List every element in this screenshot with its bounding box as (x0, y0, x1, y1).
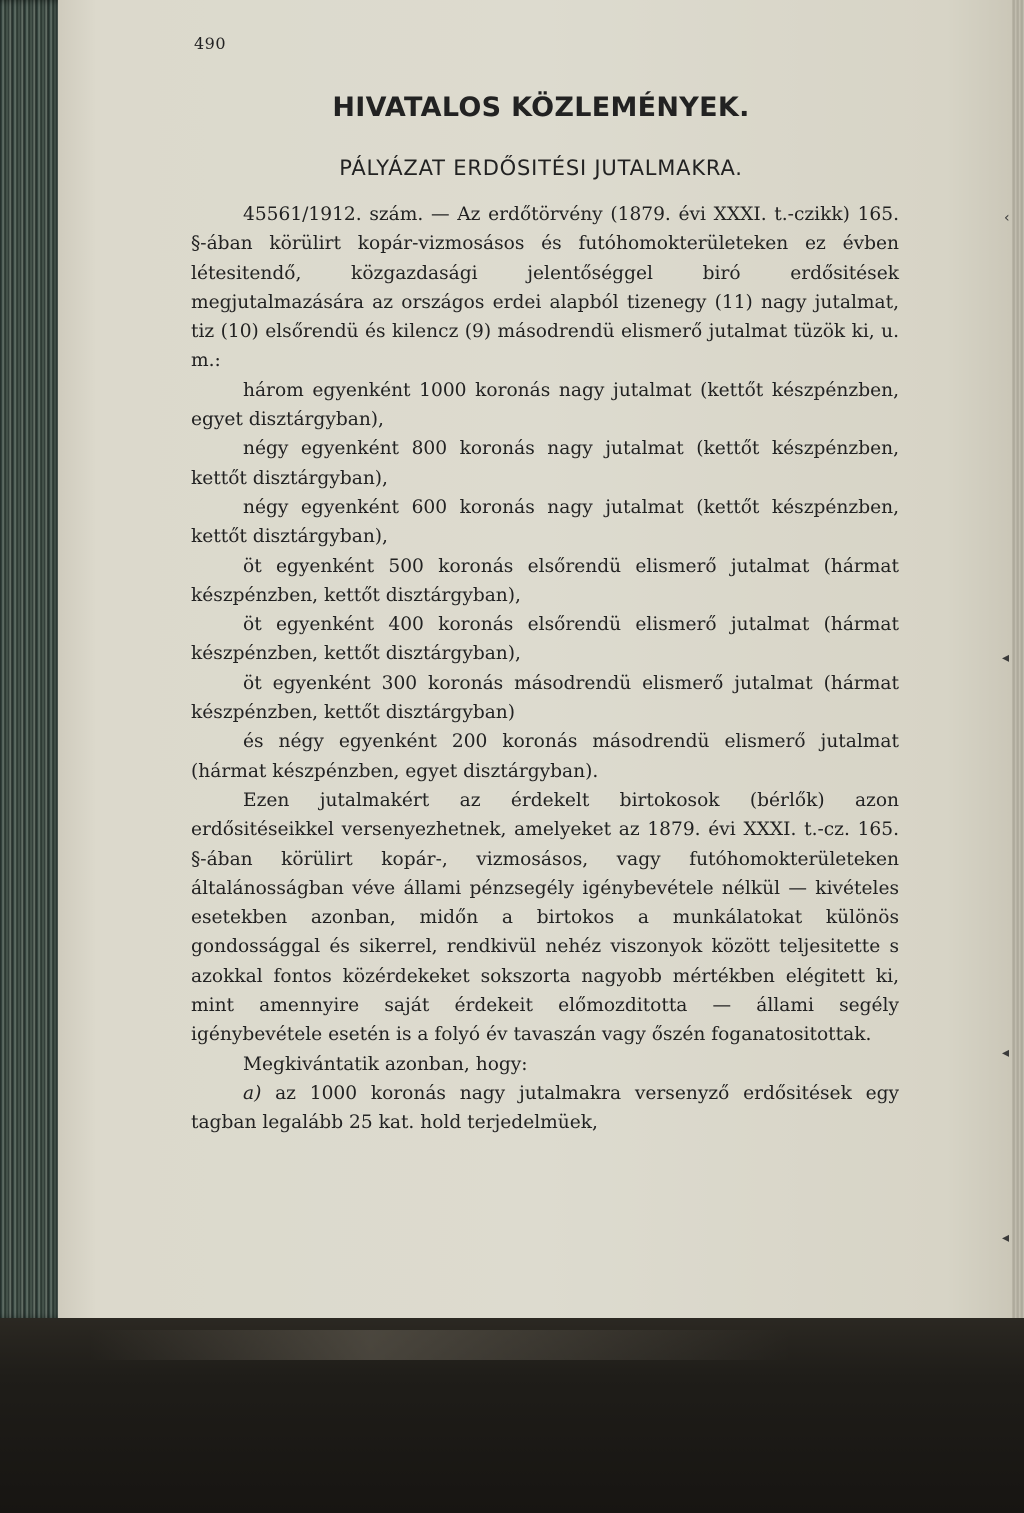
margin-mark: ◂ (1002, 1045, 1010, 1061)
paragraph: Megkivántatik azonban, hogy: (243, 1053, 528, 1075)
paragraph: és négy egyenként 200 koronás másodrendü elismerő jutalmat (hármat készpénzben, egyet disztárgyban). (191, 731, 899, 782)
page-edge (1012, 0, 1024, 1318)
body-text (191, 200, 899, 1138)
section-title: HIVATALOS KÖZLEMÉNYEK. (332, 92, 750, 123)
list-marker: a) (243, 1082, 262, 1104)
book-page (58, 0, 1024, 1318)
book-binding (0, 0, 66, 1320)
paragraph: öt egyenként 500 koronás elsőrendü elismerő jutalmat (hármat készpénzben, kettőt disztárgyban), (191, 555, 899, 606)
background-sheen (90, 1330, 790, 1360)
margin-mark: ◂ (1002, 1230, 1010, 1246)
list-item-text: az 1000 koronás nagy jutalmakra versenyző erdősitések egy tagban legalább 25 kat. hold terjedelmüek, (191, 1082, 899, 1134)
paragraph: négy egyenként 600 koronás nagy jutalmat (kettőt készpénzben, kettőt disztárgyban), (191, 496, 899, 548)
margin-mark: ◂ (1002, 650, 1010, 666)
paragraph: négy egyenként 800 koronás nagy jutalmat (kettőt készpénzben, kettőt disztárgyban), (191, 438, 899, 489)
paragraph: Ezen jutalmakért az érdekelt birtokosok (bérlők) azon erdősitéseikkel versenyezhetnek, amelyeket az 1879. évi XXXI. t.-cz. 165. §-ában körülirt kopár-, vizmosásos, vagy futóhomokterületeken általánosságban véve állami pénzsegély igénybevétele nélkül — kivételes esetekben azonban, midőn a birtokos a munkálatokat különös gondossággal és sikerrel, rendkivül nehéz viszonyok között teljesitette s azokkal fontos közérdekeket sokszorta nagyobb mértékben elégitett ki, mint amennyire saját érdekeit előmozditotta — állami segély igénybevétele esetén is a folyó év tavaszán vagy őszén foganatositottak. (191, 789, 899, 1046)
paragraph: öt egyenként 400 koronás elsőrendü elismerő jutalmat (hármat készpénzben, kettőt disztárgyban), (191, 614, 899, 665)
paragraph: három egyenként 1000 koronás nagy jutalmat (kettőt készpénzben, egyet disztárgyban), (191, 379, 899, 431)
paragraph: öt egyenként 300 koronás másodrendü elismerő jutalmat (hármat készpénzben, kettőt disztárgyban) (191, 672, 899, 724)
page-number: 490 (194, 34, 227, 53)
paragraph: 45561/1912. szám. — Az erdőtörvény (1879. évi XXXI. t.-czikk) 165. §-ában körülirt kopár-vizmosásos és futóhomokterületeken ez évben létesitendő, közgazdasági jelentőséggel biró erdősitések megjutalmazására az országos erdei alapból tizenegy (11) nagy jutalmat, tiz (10) elsőrendü és kilencz (9) másodrendü elismerő jutalmat tüzök ki, u. m.: (191, 204, 899, 372)
sub-title: PÁLYÁZAT ERDŐSITÉSI JUTALMAKRA. (339, 156, 743, 180)
margin-mark: ‹ (1004, 210, 1010, 226)
list-item (191, 1079, 899, 1138)
